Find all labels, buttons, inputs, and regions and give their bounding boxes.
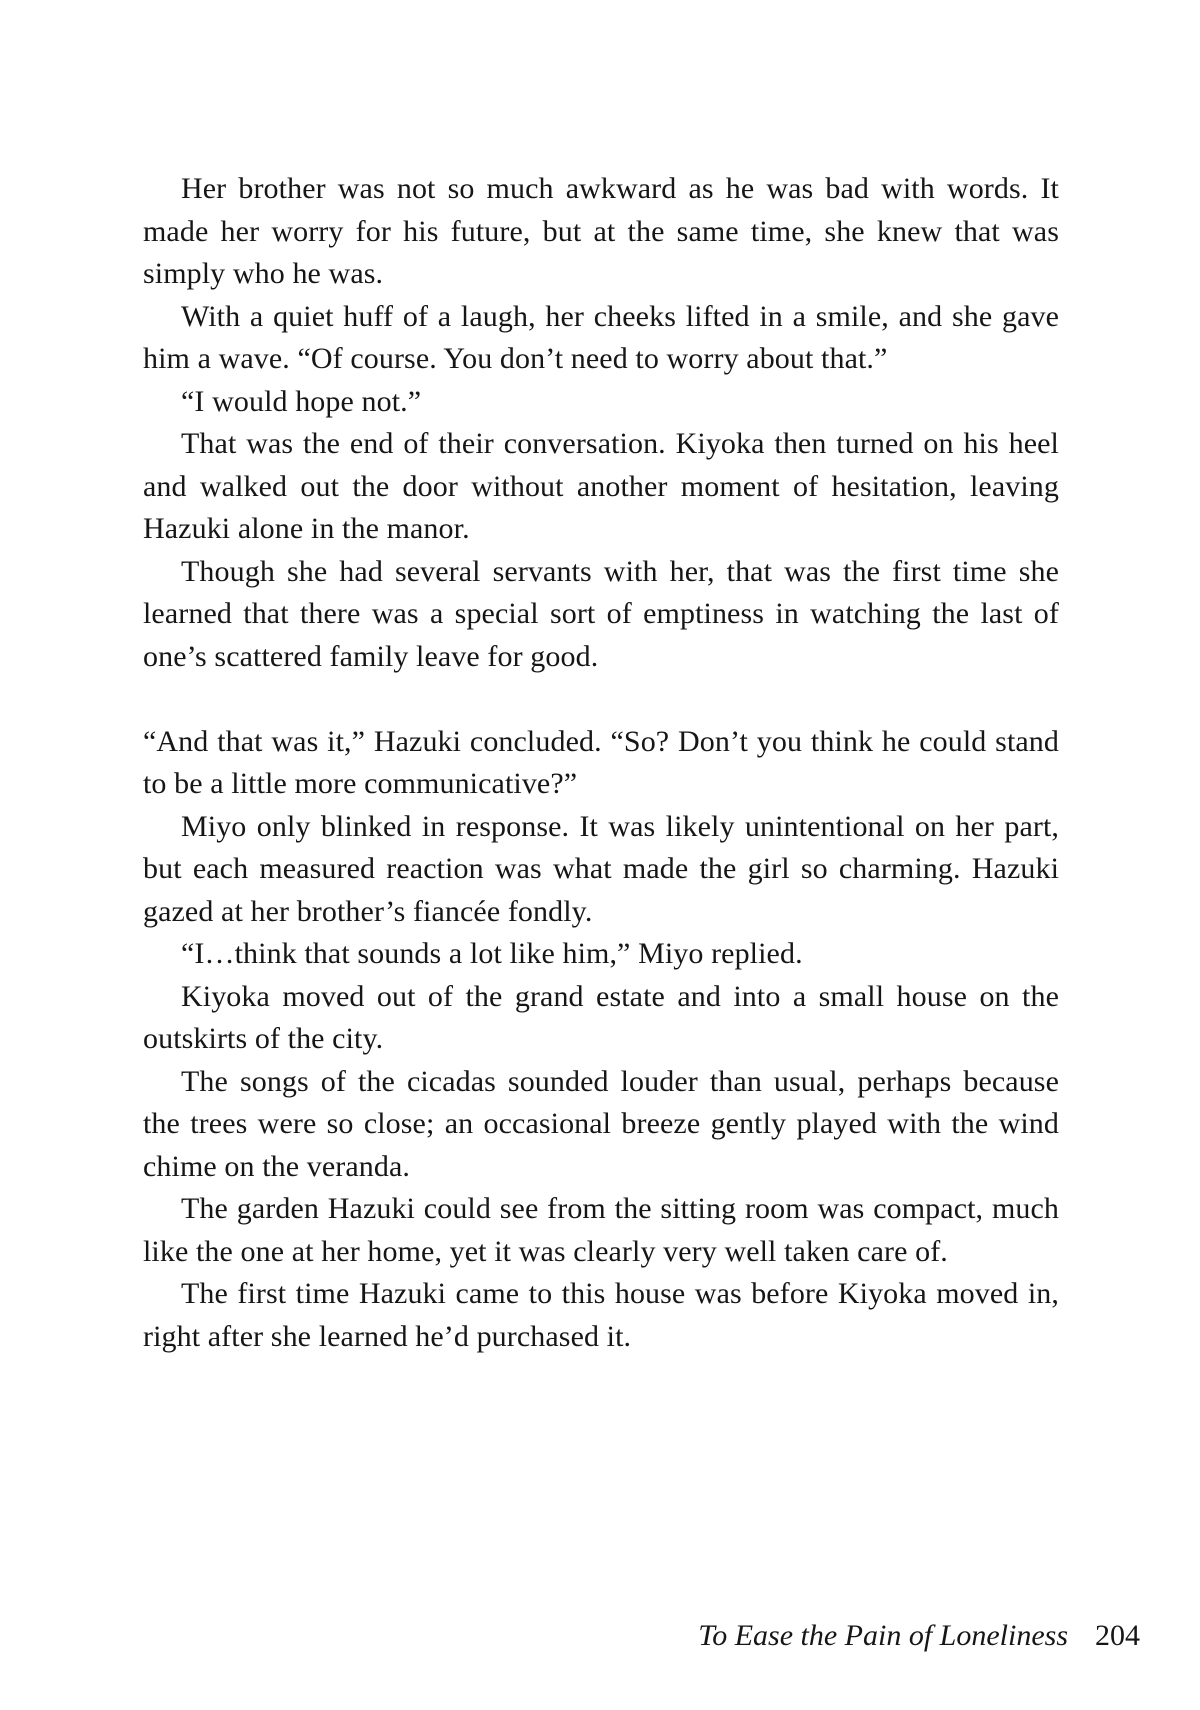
paragraph: “I would hope not.” (181, 384, 422, 418)
paragraph: Kiyoka moved out of the grand estate and into a small house on the outskirts of the city. (143, 979, 1059, 1055)
paragraph: Miyo only blinked in response. It was likely unintentional on her part, but each measured reaction was what made the girl so charming. Hazuki gazed at her brother’s fiancée fondly. (143, 809, 1059, 928)
page-footer (698, 1618, 1140, 1654)
paragraph: “I…think that sounds a lot like him,” Miyo replied. (181, 937, 803, 970)
paragraph: “And that was it,” Hazuki concluded. “So? Don’t you think he could stand to be a little more communicative?” (143, 724, 1059, 800)
paragraph: The songs of the cicadas sounded louder than usual, perhaps because the trees were so close; an occasional breeze gently played with the wind chime on the veranda. (143, 1064, 1059, 1183)
paragraph: Though she had several servants with her, that was the first time she learned that there was a special sort of emptiness in watching the last of one’s scattered family leave for good. (143, 554, 1059, 673)
paragraph: With a quiet huff of a laugh, her cheeks lifted in a smile, and she gave him a wave. “Of course. You don’t need to worry about that.” (143, 299, 1059, 375)
running-chapter-title: To Ease the Pain of Loneliness (698, 1619, 1068, 1652)
body-text (143, 168, 1059, 1358)
paragraph: That was the end of their conversation. Kiyoka then turned on his heel and walked out the door without another moment of hesitation, leaving Hazuki alone in the manor. (143, 427, 1059, 545)
paragraph: The garden Hazuki could see from the sitting room was compact, much like the one at her home, yet it was clearly very well taken care of. (143, 1192, 1059, 1268)
paragraph: Her brother was not so much awkward as he was bad with words. It made her worry for his future, but at the same time, she knew that was simply who he was. (143, 172, 1059, 290)
page-number: 204 (1095, 1619, 1140, 1652)
paragraph: The first time Hazuki came to this house was before Kiyoka moved in, right after she learned he’d purchased it. (143, 1277, 1059, 1353)
